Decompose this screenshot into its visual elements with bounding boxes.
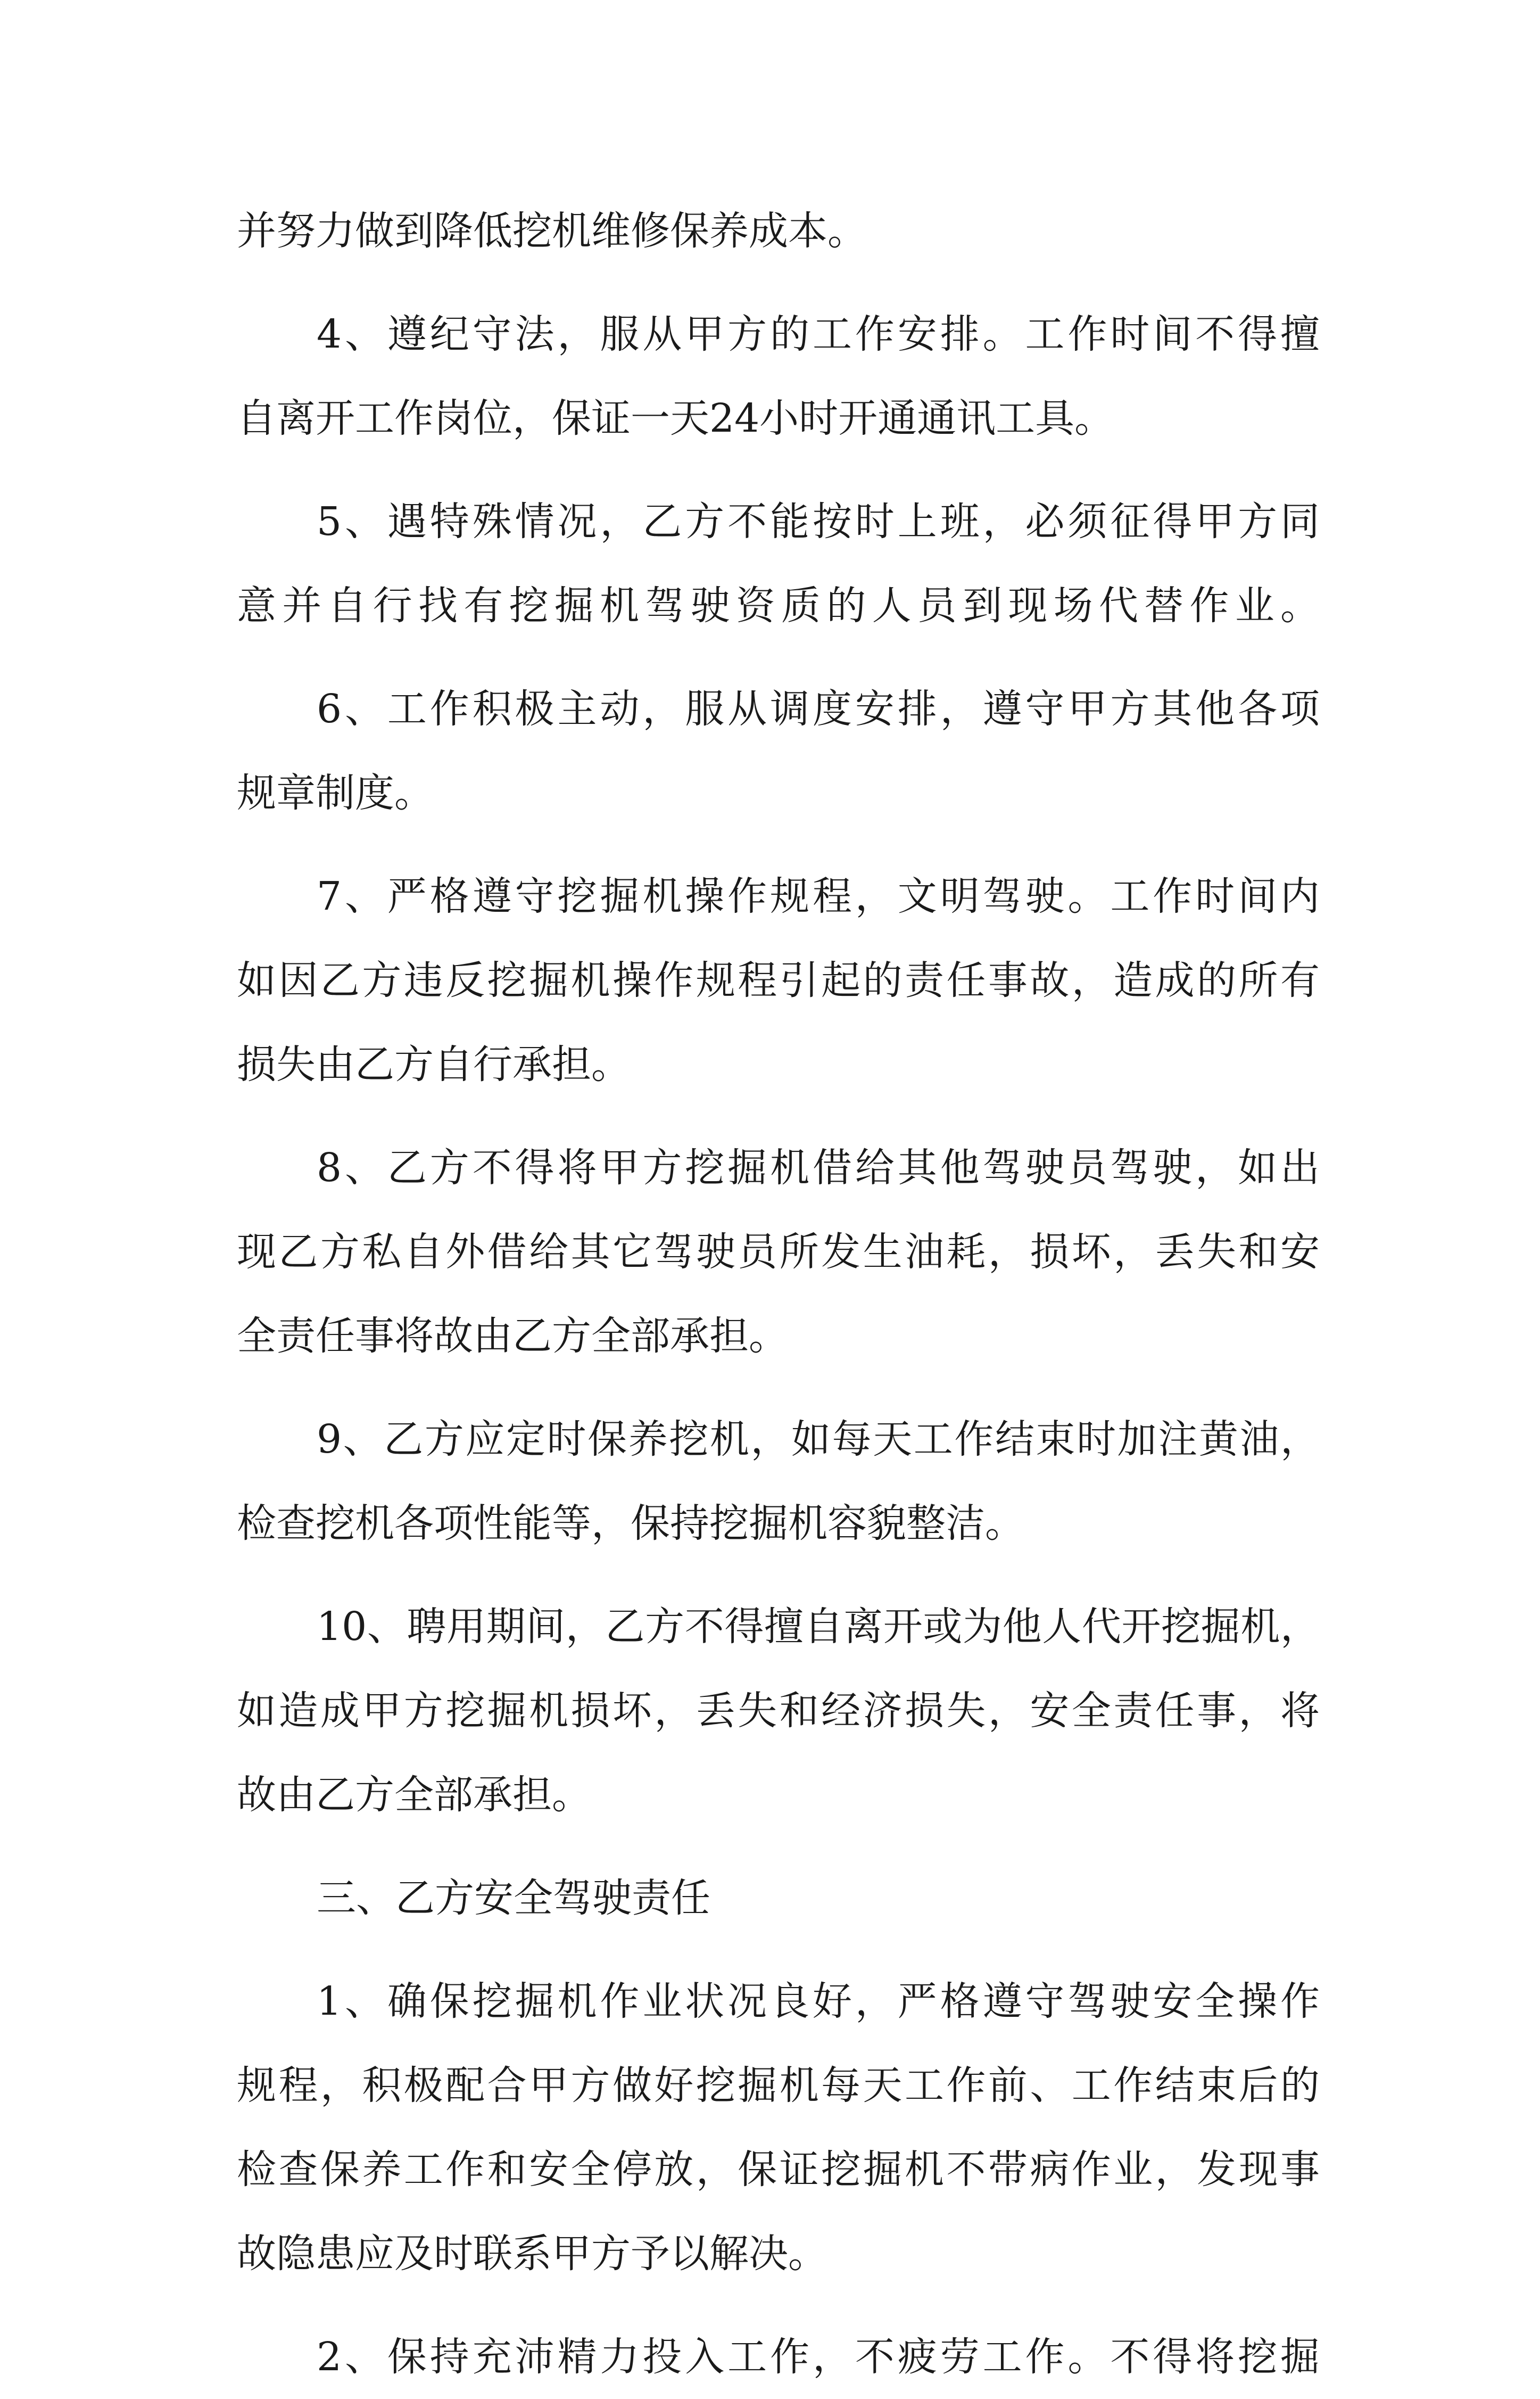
- paragraph-line: 损失由乙方自行承担。: [237, 1042, 631, 1087]
- paragraph-line: 如造成甲方挖掘机损坏，丢失和经济损失，安全责任事，将: [237, 1688, 1320, 1734]
- paragraph-line: 1、确保挖掘机作业状况良好，严格遵守驾驶安全操作: [317, 1978, 1320, 2024]
- paragraph-line: 9、乙方应定时保养挖机，如每天工作结束时加注黄油，: [317, 1416, 1320, 1462]
- paragraph-line: 如因乙方违反挖掘机操作规程引起的责任事故，造成的所有: [237, 958, 1320, 1003]
- paragraph-line: 规章制度。: [237, 770, 434, 816]
- paragraph-line: 故隐患应及时联系甲方予以解决。: [237, 2231, 827, 2277]
- paragraph-line: 检查保养工作和安全停放，保证挖掘机不带病作业，发现事: [237, 2147, 1320, 2192]
- paragraph-line: 自离开工作岗位，保证一天24小时开通通讯工具。: [237, 395, 1114, 441]
- paragraph-line: 故由乙方全部承担。: [237, 1772, 591, 1818]
- document-body: [237, 189, 1320, 2399]
- paragraph-line: 并努力做到降低挖机维修保养成本。: [237, 208, 867, 254]
- paragraph-line: 意并自行找有挖掘机驾驶资质的人员到现场代替作业。: [237, 583, 1320, 629]
- paragraph-line: 7、严格遵守挖掘机操作规程，文明驾驶。工作时间内: [317, 873, 1320, 919]
- paragraph-line: 10、聘用期间，乙方不得擅自离开或为他人代开挖掘机，: [317, 1604, 1320, 1650]
- paragraph-line: 4、遵纪守法，服从甲方的工作安排。工作时间不得擅: [317, 311, 1320, 357]
- section-heading: 三、乙方安全驾驶责任: [317, 1875, 710, 1921]
- paragraph-line: 检查挖机各项性能等，保持挖掘机容貌整洁。: [237, 1501, 1024, 1546]
- paragraph-line: 规程，积极配合甲方做好挖掘机每天工作前、工作结束后的: [237, 2063, 1320, 2108]
- paragraph-line: 现乙方私自外借给其它驾驶员所发生油耗，损坏，丢失和安: [237, 1229, 1320, 1275]
- paragraph-line: 5、遇特殊情况，乙方不能按时上班，必须征得甲方同: [317, 499, 1320, 545]
- paragraph-line: 8、乙方不得将甲方挖掘机借给其他驾驶员驾驶，如出: [317, 1145, 1320, 1191]
- paragraph-line: 6、工作积极主动，服从调度安排，遵守甲方其他各项: [317, 686, 1320, 732]
- paragraph-line: 2、保持充沛精力投入工作，不疲劳工作。不得将挖掘: [317, 2334, 1320, 2380]
- paragraph-line: 全责任事将故由乙方全部承担。: [237, 1313, 788, 1359]
